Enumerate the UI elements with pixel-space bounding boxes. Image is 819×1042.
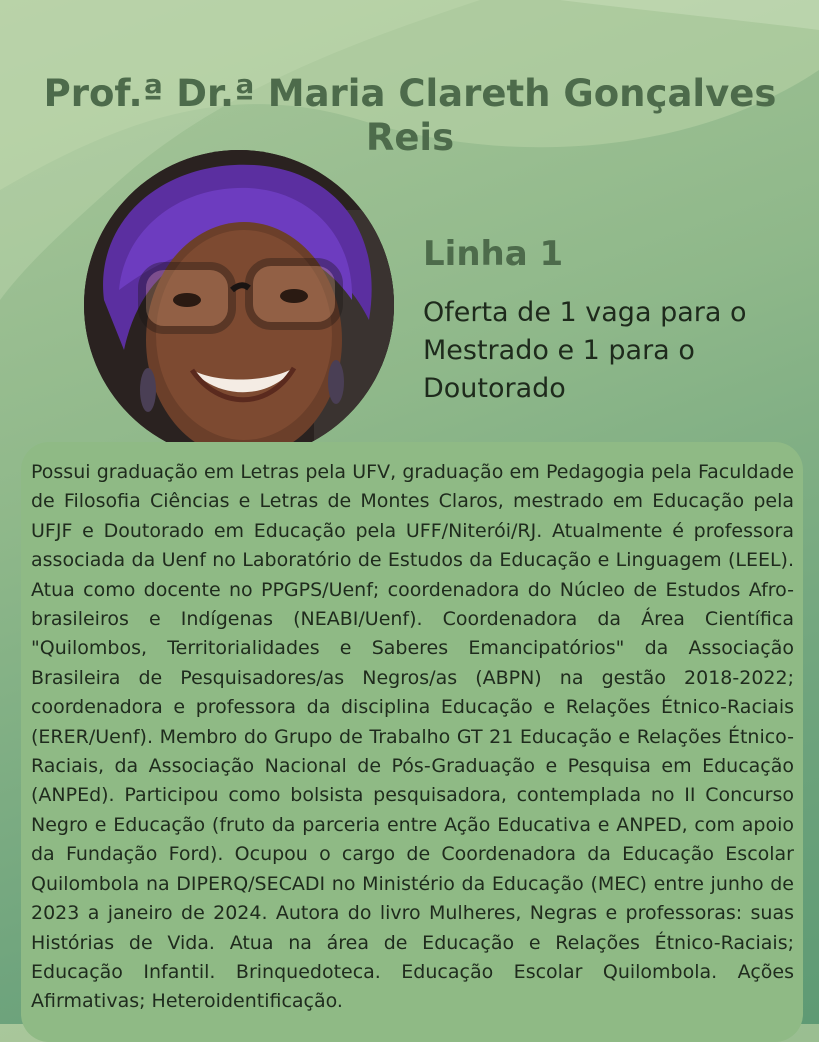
bio-text: Possui graduação em Letras pela UFV, graduação em Pedagogia pela Faculdade de Filosofia Ciências e Letras de Montes Claros, mestrado em Educação pela UFJF e Doutorado em Educação pela UFF/Niterói/RJ. Atualmente é professora associada da Uenf no Laboratório de Estudos da Educação e Linguagem (LEEL). Atua como docente no PPGPS/Uenf; coordenadora do Núcleo de Estudos Afro-brasileiros e Indígenas (NEABI/Uenf). Coordenadora da Área Científica "Quilombos, Territorialidades e Saberes Emancipatórios" da Associação Brasileira de Pesquisadores/as Negros/as (ABPN) na gestão 2018-2022; coordenadora e professora da disciplina Educação e Relações Étnico-Raciais (ERER/Uenf). Membro do Grupo de Trabalho GT 21 Educação e Relações Étnico-Raciais, da Associação Nacional de Pós-Graduação e Pesquisa em Educação (ANPEd). Participou como bolsista pesquisadora, contemplada no II Concurso Negro e Educação (fruto da parceria entre Ação Educativa e ANPED, com apoio da Fundação Ford). Ocupou o cargo de Coordenadora da Educação Escolar Quilombola na DIPERQ/SECADI no Ministério da Educação (MEC) entre junho de 2023 a janeiro de 2024. Autora do livro Mulheres, Negras e professoras: suas Histórias de Vida. Atua na área de Educação e Relações Étnico-Raciais; Educação Infantil. Brinquedoteca. Educação Escolar Quilombola. Ações Afirmativas; Heteroidentificação.: [31, 461, 794, 1013]
research-line-heading: Linha 1: [423, 234, 564, 274]
page-title: Prof.ª Dr.ª Maria Clareth Gonçalves Reis: [43, 72, 777, 159]
portrait-illustration: [84, 150, 394, 460]
vacancy-offer-text: Oferta de 1 vaga para o Mestrado e 1 para o Doutorado: [423, 297, 747, 404]
portrait-photo: [84, 150, 394, 460]
